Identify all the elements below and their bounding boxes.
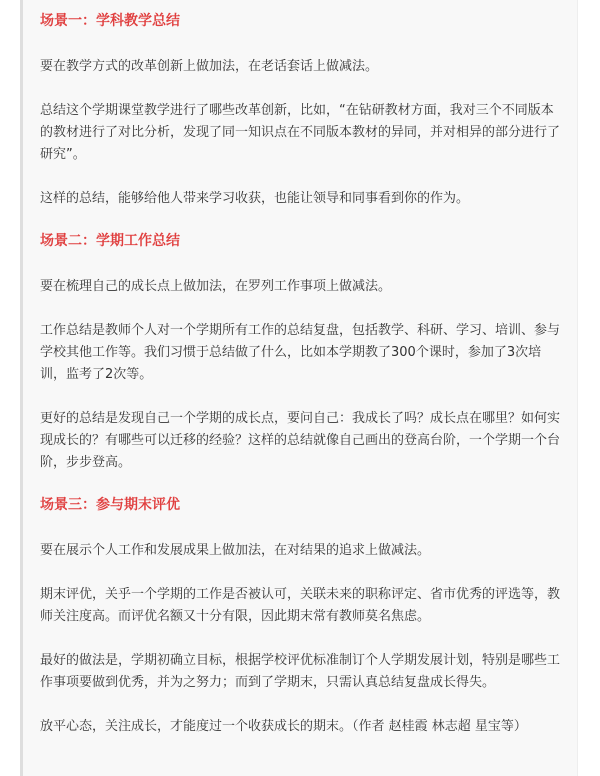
section-2-paragraph-1: 要在梳理自己的成长点上做加法，在罗列工作事项上做减法。 (40, 279, 392, 294)
left-border-rule (20, 0, 23, 776)
section-title-3: 场景三：参与期末评优 (40, 497, 180, 513)
section-2-paragraph-2: 工作总结是教师个人对一个学期所有工作的总结复盘，包括教学、科研、学习、培训、参与学校其他工作等。我们习惯于总结做了什么，比如本学期教了300个课时，参加了3次培训，监考了2次等。 (40, 323, 561, 382)
section-title-1: 场景一：学科教学总结 (40, 13, 180, 29)
article-body (20, 0, 578, 776)
section-1-paragraph-3: 这样的总结，能够给他人带来学习收获，也能让领导和同事看到你的作为。 (40, 191, 470, 206)
section-1-paragraph-2: 总结这个学期课堂教学进行了哪些改革创新，比如，“在钻研教材方面，我对三个不同版本的教材进行了对比分析，发现了同一知识点在不同版本教材的异同，并对相异的部分进行了研究”。 (40, 103, 561, 162)
section-title-2: 场景二：学期工作总结 (40, 233, 180, 249)
section-3-paragraph-1: 要在展示个人工作和发展成果上做加法，在对结果的追求上做减法。 (40, 543, 431, 558)
section-3-paragraph-4: 放平心态，关注成长，才能度过一个收获成长的期末。（作者 赵桂霞 林志超 星宝等） (40, 719, 527, 734)
section-3-paragraph-2: 期末评优，关乎一个学期的工作是否被认可，关联未来的职称评定、省市优秀的评选等，教师关注度高。而评优名额又十分有限，因此期末常有教师莫名焦虑。 (40, 587, 561, 624)
section-3-paragraph-3: 最好的做法是，学期初确立目标，根据学校评优标准制订个人学期发展计划，特别是哪些工作事项要做到优秀，并为之努力；而到了学期末，只需认真总结复盘成长得失。 (40, 653, 561, 690)
section-1-paragraph-1: 要在教学方式的改革创新上做加法，在老话套话上做减法。 (40, 59, 379, 74)
right-border-rule (577, 0, 578, 776)
section-2-paragraph-3: 更好的总结是发现自己一个学期的成长点，要问自己：我成长了吗？成长点在哪里？如何实现成长的？有哪些可以迁移的经验？这样的总结就像自己画出的登高台阶，一个学期一个台阶，步步登高。 (40, 411, 561, 470)
